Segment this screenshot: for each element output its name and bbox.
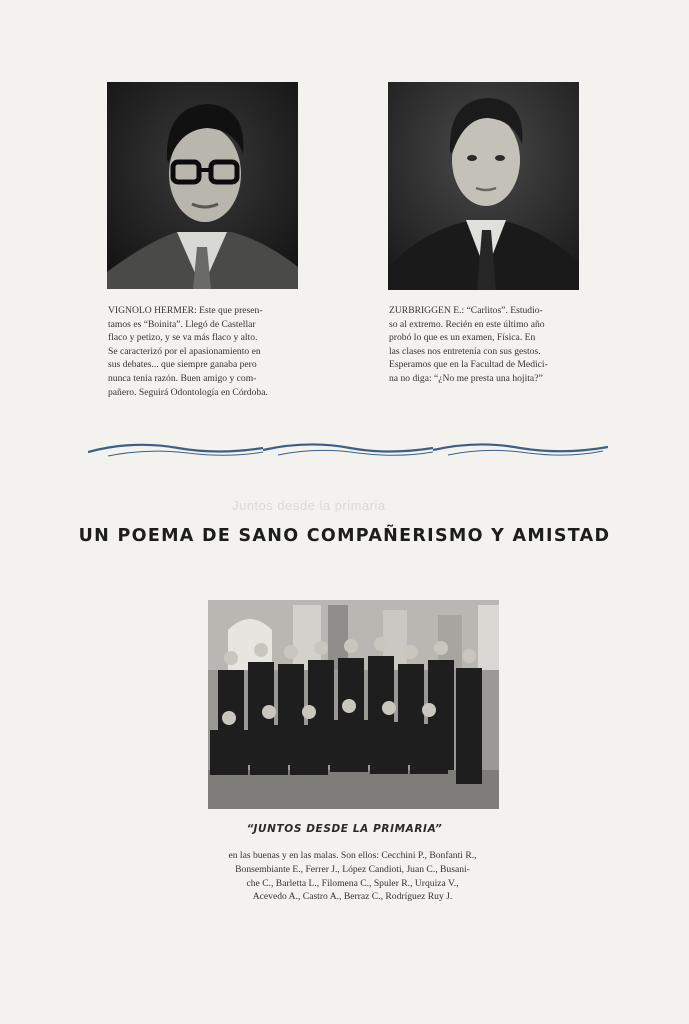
caption-line: nunca tenía razón. Buen amigo y com- [108, 372, 257, 384]
names-line: Acevedo A., Castro A., Berraz C., Rodríguez Ruy J. [252, 891, 453, 903]
group-photo [208, 600, 499, 809]
caption-line: Se caracterizó por el apasionamiento en [108, 345, 261, 357]
group-photo-image [208, 600, 499, 809]
caption-line: flaco y petizo, y se va más flaco y alto. [108, 332, 258, 344]
watermark-text: Juntos desde la primaria [232, 498, 386, 513]
caption-line: Esperamos que en la Facultad de Medici- [389, 359, 548, 371]
caption-line: so al extremo. Recién en este último año [389, 318, 545, 330]
portrait-zurbriggen-photo [388, 82, 579, 290]
portrait-zurbriggen-image [388, 82, 579, 290]
names-line: en las buenas y en las malas. Son ellos: Cecchini P., Bonfanti R., [228, 850, 477, 861]
caption-line: las clases nos entretenía con sus gestos. [389, 345, 541, 357]
caption-line: probó lo que es un examen, Física. En [389, 332, 536, 344]
caption-line: pañero. Seguirá Odontología en Córdoba. [108, 386, 268, 398]
wave-divider [88, 438, 608, 462]
caption-zurbriggen [389, 304, 579, 386]
caption-line: ZURBRIGGEN E.: “Carlitos”. Estudio- [389, 305, 543, 316]
caption-line: tamos es “Boinita”. Llegó de Castellar [108, 318, 256, 330]
caption-line: na no diga: “¿No me presta una hojita?” [389, 372, 543, 384]
section-headline: UN POEMA DE SANO COMPAÑERISMO Y AMISTAD [78, 526, 611, 546]
names-line: che C., Barletta L., Filomena C., Spuler R., Urquiza V., [246, 877, 459, 889]
portrait-vignolo-image [107, 82, 298, 289]
caption-line: sus debates... que siempre ganaba pero [108, 359, 257, 371]
names-line: Bonsembiante E., Ferrer J., López Candioti, Juan C., Busani- [235, 863, 470, 875]
group-photo-title: “JUNTOS DESDE LA PRIMARIA” [246, 823, 443, 835]
caption-line: VIGNOLO HERMER: Este que presen- [108, 305, 263, 316]
portrait-vignolo-photo [107, 82, 298, 289]
caption-vignolo [108, 304, 297, 399]
group-photo-names [205, 849, 500, 904]
